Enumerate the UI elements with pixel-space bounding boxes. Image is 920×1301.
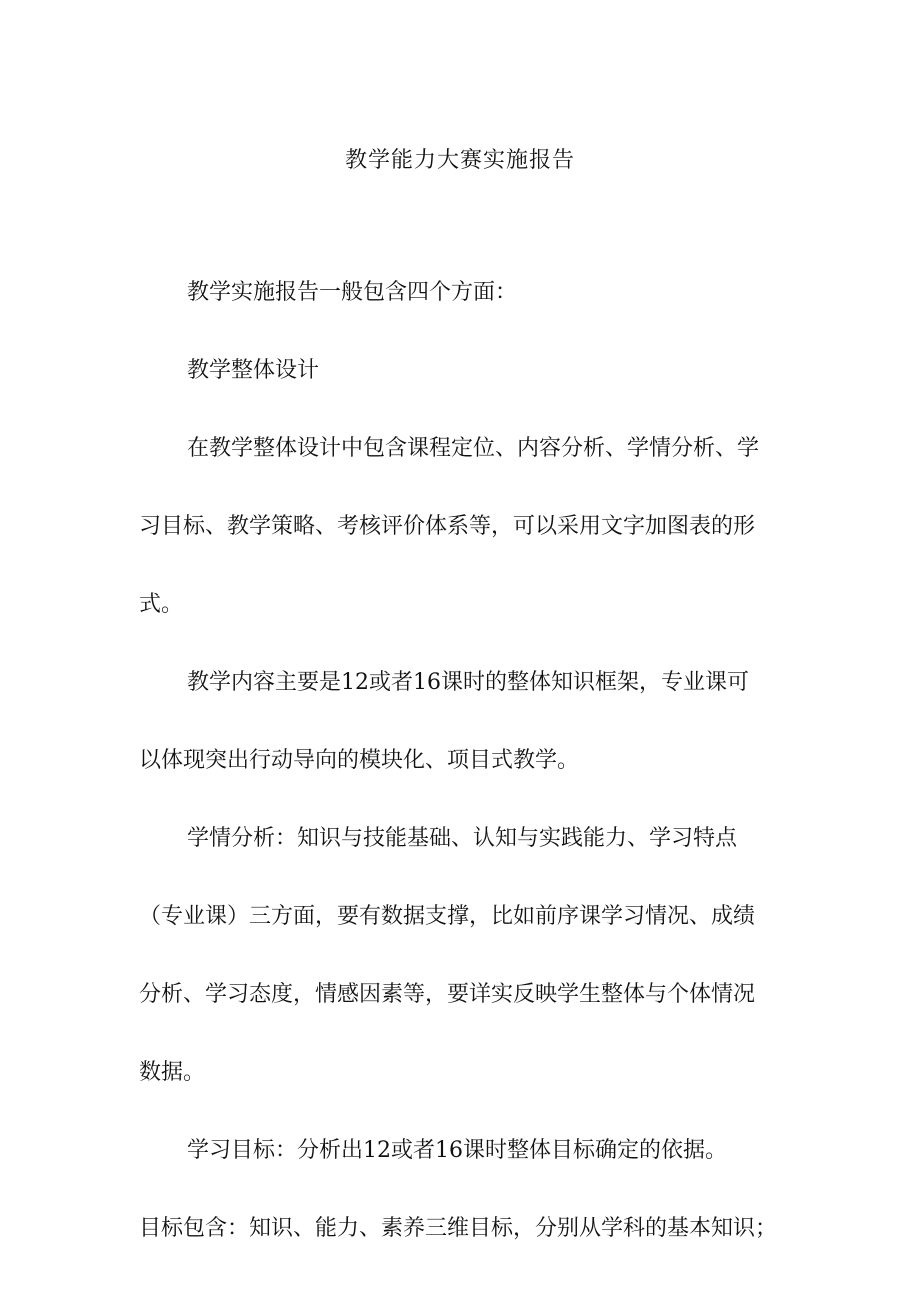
text-line: 习目标、教学策略、考核评价体系等，可以采用文字加图表的形: [139, 514, 756, 539]
paragraph-1: [139, 278, 782, 308]
paragraph-5: [139, 824, 782, 1088]
text-line: 学习目标：分析出12或者16课时整体目标确定的依据。: [187, 1138, 727, 1163]
paragraph-3: [139, 434, 782, 620]
text-line: 分析、学习态度，情感因素等，要详实反映学生整体与个体情况: [139, 982, 756, 1007]
text-line: 以体现突出行动导向的模块化、项目式教学。: [139, 748, 580, 773]
text-line: （专业课）三方面，要有数据支撑，比如前序课学习情况、成绩: [139, 904, 756, 929]
paragraph-4: [139, 668, 782, 776]
section-heading: 教学整体设计: [187, 358, 320, 383]
text-line: 数据。: [139, 1060, 206, 1085]
text-line: 教学内容主要是12或者16课时的整体知识框架，专业课可: [187, 670, 749, 695]
text-line: 目标包含：知识、能力、素养三维目标，分别从学科的基本知识；: [139, 1216, 778, 1241]
text-line: 在教学整体设计中包含课程定位、内容分析、学情分析、学: [187, 436, 760, 461]
paragraph-7: [139, 1214, 782, 1244]
document-title: 教学能力大赛实施报告: [344, 148, 575, 173]
text-line: 学情分析：知识与技能基础、认知与实践能力、学习特点: [187, 826, 738, 851]
paragraph-2: [139, 356, 782, 386]
document-body: [139, 278, 782, 1244]
text-line: 式。: [139, 592, 184, 617]
paragraph-6: [139, 1136, 782, 1166]
text-line: 教学实施报告一般包含四个方面：: [187, 280, 518, 305]
